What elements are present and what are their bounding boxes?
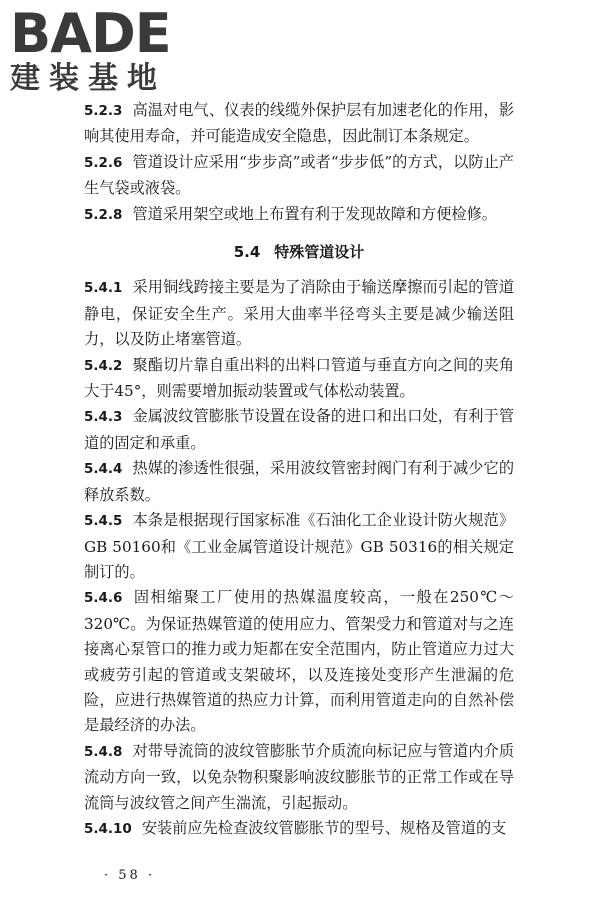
clause-text: 管道采用架空或地上布置有利于发现故障和方便检修。 — [132, 204, 497, 223]
clause-paragraph — [84, 150, 514, 202]
document-body — [84, 98, 514, 842]
paragraph-group-5-4 — [84, 275, 514, 842]
clause-number: 5.4.2 — [84, 357, 123, 374]
clause-text: 对带导流筒的波纹管膨胀节介质流向标记应与管道内介质流动方向一致，以免杂物积聚影响波纹膨胀节的正常工作或在导流筒与波纹管之间产生湍流，引起振动。 — [84, 741, 514, 812]
clause-text: 聚酯切片靠自重出料的出料口管道与垂直方向之间的夹角大于45°，则需要增加振动装置或气体松动装置。 — [84, 355, 514, 401]
clause-paragraph — [84, 739, 514, 816]
page-number: · 58 · — [104, 868, 156, 883]
clause-text: 采用铜线跨接主要是为了消除由于输送摩擦而引起的管道静电，保证安全生产。采用大曲率半径弯头主要是减少输送阻力，以及防止堵塞管道。 — [84, 278, 514, 349]
clause-number: 5.2.8 — [84, 206, 123, 223]
clause-text: 安装前应先检查波纹管膨胀节的型号、规格及管道的支 — [141, 818, 507, 837]
clause-number: 5.2.6 — [84, 154, 123, 171]
logo — [10, 2, 180, 98]
clause-paragraph — [84, 353, 514, 405]
clause-paragraph — [84, 202, 514, 228]
clause-paragraph — [84, 275, 514, 352]
clause-number: 5.4.6 — [84, 590, 123, 607]
clause-text: 固相缩聚工厂使用的热媒温度较高，一般在250℃～320℃。为保证热媒管道的使用应力、管架受力和管道对与之连接离心泵管口的推力或力矩都在安全范围内，防止管道应力过大或疲劳引起的管道或支架破坏，以及连接处变形产生泄漏的危险，应进行热媒管道的热应力计算，而利用管道走向的自然补偿是最经济的办法。 — [84, 588, 514, 735]
clause-text: 金属波纹管膨胀节设置在设备的进口和出口处，有利于管道的固定和承重。 — [84, 407, 514, 452]
section-title: 特殊管道设计 — [274, 243, 365, 262]
clause-number: 5.4.8 — [84, 743, 123, 760]
clause-number: 5.2.3 — [84, 103, 123, 119]
logo-brand: BADE — [10, 2, 171, 65]
clause-text: 本条是根据现行国家标准《石油化工企业设计防火规范》GB 50160和《工业金属管道设计规范》GB 50316的相关规定制订的。 — [84, 511, 514, 581]
clause-number: 5.4.1 — [84, 280, 123, 297]
clause-number: 5.4.3 — [84, 409, 123, 426]
clause-paragraph — [84, 585, 514, 738]
clause-number: 5.4.4 — [84, 461, 123, 478]
section-heading — [84, 240, 514, 265]
logo-subtitle: 建装基地 — [10, 61, 166, 96]
clause-paragraph — [84, 456, 514, 508]
clause-paragraph — [84, 508, 514, 585]
clause-text: 高温对电气、仪表的线缆外保护层有加速老化的作用，影响其使用寿命，并可能造成安全隐患，因此制订本条规定。 — [84, 101, 514, 146]
clause-text: 管道设计应采用“步步高”或者“步步低”的方式，以防止产生气袋或液袋。 — [84, 152, 514, 198]
clause-number: 5.4.10 — [84, 820, 132, 837]
clause-paragraph — [84, 404, 514, 456]
paragraph-group-5-2 — [84, 98, 514, 228]
section-number: 5.4 — [233, 243, 261, 262]
clause-paragraph — [84, 98, 514, 150]
clause-text: 热媒的渗透性很强，采用波纹管密封阀门有利于减少它的释放系数。 — [84, 459, 514, 504]
clause-number: 5.4.5 — [84, 513, 123, 530]
clause-paragraph — [84, 816, 514, 842]
